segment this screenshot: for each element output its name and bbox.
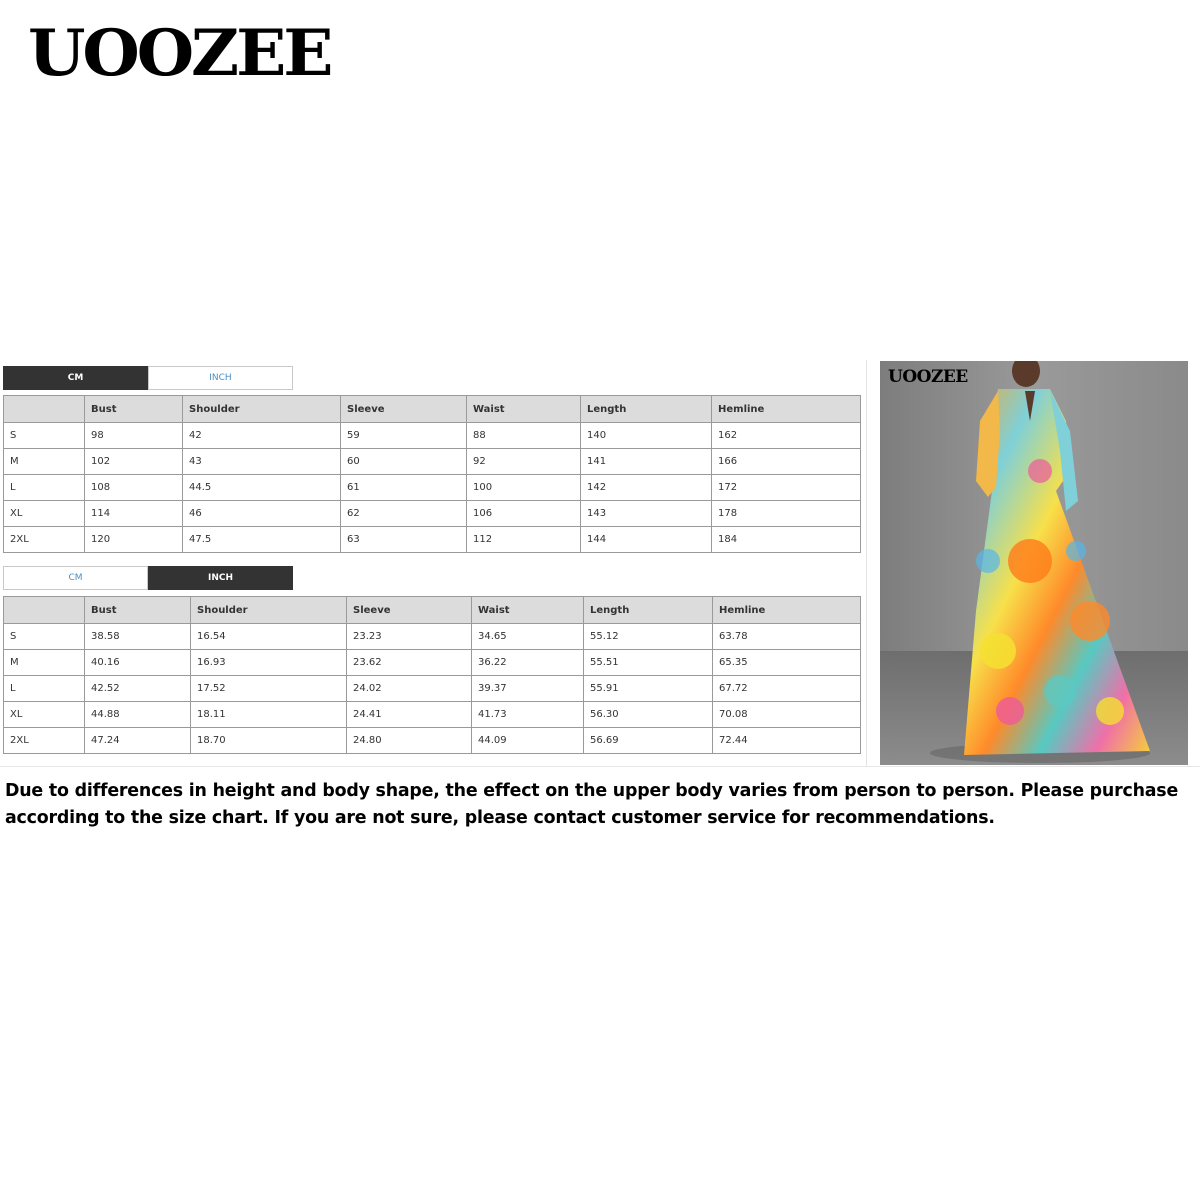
size-table-inch	[3, 596, 861, 754]
column-header: Shoulder	[183, 396, 341, 423]
dress-model-image	[880, 361, 1188, 765]
table-row	[4, 650, 861, 676]
table-cell: 166	[712, 449, 861, 475]
table-cell: 142	[581, 475, 712, 501]
divider	[0, 766, 1200, 767]
table-cell: 34.65	[472, 624, 584, 650]
unit-tabs-inch	[3, 566, 293, 590]
column-header: Hemline	[713, 597, 861, 624]
table-cell: 44.88	[85, 702, 191, 728]
table-cell: 40.16	[85, 650, 191, 676]
size-label: XL	[4, 702, 85, 728]
table-cell: 43	[183, 449, 341, 475]
table-cell: 172	[712, 475, 861, 501]
tab-cm[interactable]: CM	[3, 366, 148, 390]
table-row	[4, 702, 861, 728]
column-header: Waist	[467, 396, 581, 423]
tab-cm[interactable]: CM	[3, 566, 148, 590]
column-header: Hemline	[712, 396, 861, 423]
column-header	[4, 597, 85, 624]
table-row	[4, 728, 861, 754]
table-cell: 47.5	[183, 527, 341, 553]
table-row	[4, 449, 861, 475]
tab-inch[interactable]: INCH	[148, 566, 293, 590]
table-cell: 16.93	[191, 650, 347, 676]
product-photo	[880, 361, 1188, 765]
table-row	[4, 527, 861, 553]
table-row	[4, 475, 861, 501]
table-cell: 18.11	[191, 702, 347, 728]
column-header: Length	[584, 597, 713, 624]
size-label: XL	[4, 501, 85, 527]
table-cell: 56.30	[584, 702, 713, 728]
table-cell: 23.62	[347, 650, 472, 676]
table-cell: 38.58	[85, 624, 191, 650]
table-row	[4, 624, 861, 650]
table-cell: 108	[85, 475, 183, 501]
table-cell: 24.80	[347, 728, 472, 754]
column-header: Shoulder	[191, 597, 347, 624]
size-label: L	[4, 676, 85, 702]
photo-brand-logo: UOOZEE	[888, 367, 968, 387]
table-cell: 114	[85, 501, 183, 527]
table-cell: 36.22	[472, 650, 584, 676]
table-cell: 162	[712, 423, 861, 449]
table-cell: 16.54	[191, 624, 347, 650]
table-cell: 47.24	[85, 728, 191, 754]
table-cell: 72.44	[713, 728, 861, 754]
brand-logo: UOOZEE	[28, 16, 331, 91]
table-cell: 44.5	[183, 475, 341, 501]
column-header: Sleeve	[341, 396, 467, 423]
table-cell: 65.35	[713, 650, 861, 676]
table-cell: 98	[85, 423, 183, 449]
table-cell: 140	[581, 423, 712, 449]
table-cell: 70.08	[713, 702, 861, 728]
table-cell: 17.52	[191, 676, 347, 702]
table-cell: 144	[581, 527, 712, 553]
column-header: Bust	[85, 597, 191, 624]
table-cell: 42	[183, 423, 341, 449]
size-label: M	[4, 449, 85, 475]
table-cell: 23.23	[347, 624, 472, 650]
size-chart	[0, 360, 867, 766]
tab-inch[interactable]: INCH	[148, 366, 293, 390]
table-cell: 42.52	[85, 676, 191, 702]
table-cell: 46	[183, 501, 341, 527]
table-cell: 55.12	[584, 624, 713, 650]
table-cell: 112	[467, 527, 581, 553]
table-cell: 61	[341, 475, 467, 501]
size-label: S	[4, 423, 85, 449]
table-cell: 102	[85, 449, 183, 475]
table-cell: 44.09	[472, 728, 584, 754]
size-label: S	[4, 624, 85, 650]
table-cell: 63.78	[713, 624, 861, 650]
table-cell: 63	[341, 527, 467, 553]
table-cell: 60	[341, 449, 467, 475]
column-header	[4, 396, 85, 423]
size-note: Due to differences in height and body shape, the effect on the upper body varies from person to person. Please purchase according to the size chart. If you are not sure, please contact customer service for recommendations.	[5, 781, 1179, 828]
table-cell: 62	[341, 501, 467, 527]
table-row	[4, 676, 861, 702]
table-cell: 39.37	[472, 676, 584, 702]
column-header: Bust	[85, 396, 183, 423]
size-label: 2XL	[4, 527, 85, 553]
column-header: Length	[581, 396, 712, 423]
column-header: Waist	[472, 597, 584, 624]
table-cell: 24.02	[347, 676, 472, 702]
table-row	[4, 423, 861, 449]
unit-tabs-cm	[3, 366, 293, 390]
size-label: L	[4, 475, 85, 501]
size-label: M	[4, 650, 85, 676]
table-cell: 141	[581, 449, 712, 475]
table-cell: 106	[467, 501, 581, 527]
table-cell: 41.73	[472, 702, 584, 728]
table-cell: 92	[467, 449, 581, 475]
table-cell: 184	[712, 527, 861, 553]
table-row	[4, 501, 861, 527]
table-cell: 55.51	[584, 650, 713, 676]
size-table-cm	[3, 395, 861, 553]
table-cell: 143	[581, 501, 712, 527]
table-cell: 56.69	[584, 728, 713, 754]
size-label: 2XL	[4, 728, 85, 754]
table-cell: 24.41	[347, 702, 472, 728]
table-cell: 18.70	[191, 728, 347, 754]
table-cell: 59	[341, 423, 467, 449]
table-cell: 67.72	[713, 676, 861, 702]
table-cell: 100	[467, 475, 581, 501]
table-cell: 120	[85, 527, 183, 553]
table-cell: 88	[467, 423, 581, 449]
table-cell: 178	[712, 501, 861, 527]
column-header: Sleeve	[347, 597, 472, 624]
table-cell: 55.91	[584, 676, 713, 702]
